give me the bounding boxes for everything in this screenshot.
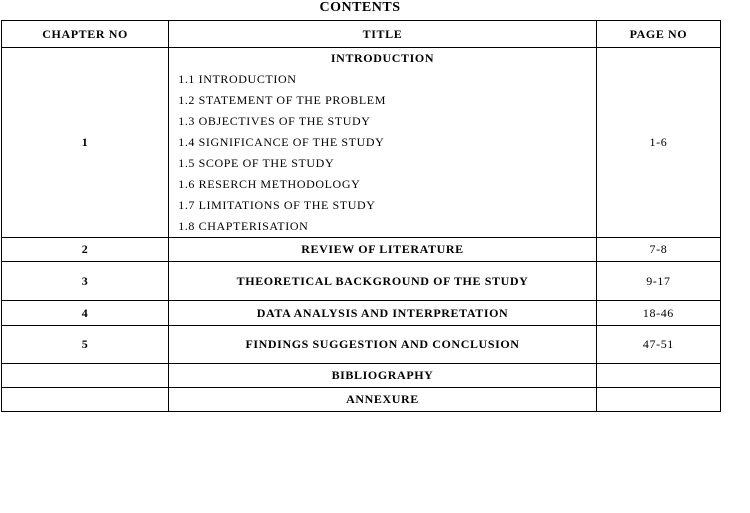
page-range: 47-51 <box>596 326 720 364</box>
page-range: 9-17 <box>596 262 720 301</box>
bibliography-title: BIBLIOGRAPHY <box>169 364 597 388</box>
chapter-title: REVIEW OF LITERATURE <box>169 238 597 262</box>
header-row <box>2 21 721 48</box>
table-row <box>2 364 721 388</box>
table-row <box>2 48 721 238</box>
section-item: 1.5 SCOPE OF THE STUDY <box>178 156 335 170</box>
chapter-number: 5 <box>2 326 169 364</box>
section-item: 1.3 OBJECTIVES OF THE STUDY <box>178 114 371 128</box>
chapter-number: 1 <box>2 48 169 238</box>
table-row <box>2 326 721 364</box>
table-row <box>2 262 721 301</box>
section-item: 1.1 INTRODUCTION <box>178 72 297 86</box>
page-title: CONTENTS <box>319 0 401 15</box>
empty-cell <box>2 388 169 412</box>
section-item: 1.4 SIGNIFICANCE OF THE STUDY <box>178 135 385 149</box>
section-item: 1.6 RESERCH METHODOLOGY <box>178 177 361 191</box>
chapter-title: DATA ANALYSIS AND INTERPRETATION <box>169 301 597 326</box>
section-item: 1.7 LIMITATIONS OF THE STUDY <box>178 198 376 212</box>
header-title: TITLE <box>169 21 597 48</box>
chapter-title: THEORETICAL BACKGROUND OF THE STUDY <box>169 262 597 301</box>
chapter-title: INTRODUCTION <box>330 51 435 65</box>
chapter-number: 2 <box>2 238 169 262</box>
page-range: 18-46 <box>596 301 720 326</box>
table-row <box>2 238 721 262</box>
table-row <box>2 301 721 326</box>
header-page-no: PAGE NO <box>596 21 720 48</box>
chapter-number: 4 <box>2 301 169 326</box>
empty-cell <box>596 364 720 388</box>
annexure-title: ANNEXURE <box>169 388 597 412</box>
page-range: 1-6 <box>596 48 720 238</box>
section-item: 1.2 STATEMENT OF THE PROBLEM <box>178 93 386 107</box>
table-row <box>2 388 721 412</box>
chapter-title: FINDINGS SUGGESTION AND CONCLUSION <box>169 326 597 364</box>
page-range: 7-8 <box>596 238 720 262</box>
section-item: 1.8 CHAPTERISATION <box>178 219 309 233</box>
header-chapter-no: CHAPTER NO <box>2 21 169 48</box>
empty-cell <box>2 364 169 388</box>
chapter-number: 3 <box>2 262 169 301</box>
empty-cell <box>596 388 720 412</box>
contents-table <box>1 20 721 412</box>
chapter-title-cell <box>169 48 597 238</box>
